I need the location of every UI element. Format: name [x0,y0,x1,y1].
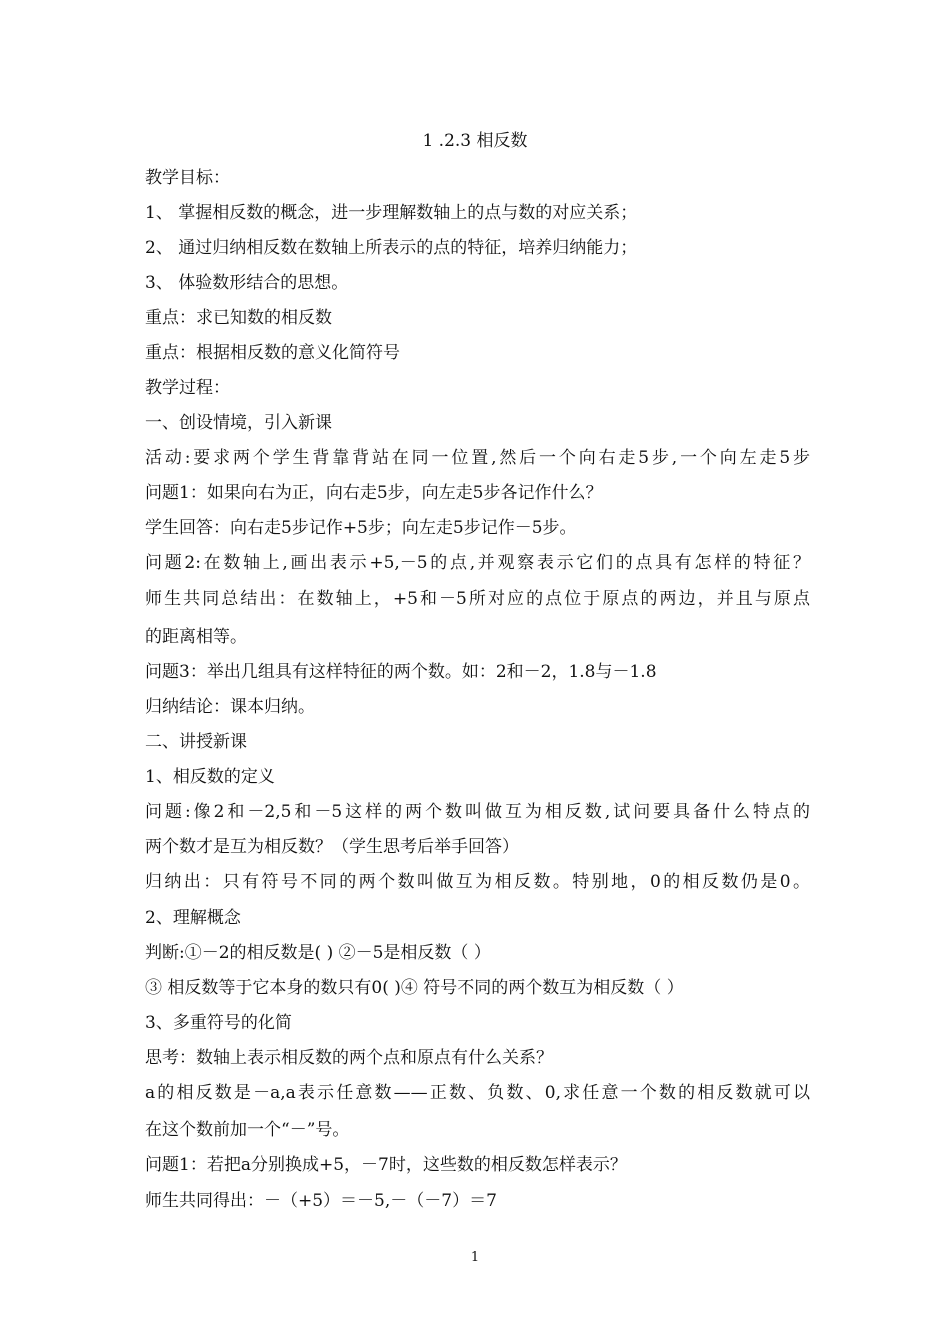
text-line: 师生共同得出：－（+5）＝－5,－（－7）＝7 [145,1191,497,1211]
text-line: 师生共同总结出：在数轴上，+5和－5所对应的点位于原点的两边，并且与原点 [145,589,810,609]
text-line: 一、创设情境，引入新课 [145,413,332,433]
text-line: 问题:像2和－2,5和－5这样的两个数叫做互为相反数,试问要具备什么特点的 [145,802,810,822]
text-line: 归纳结论：课本归纳。 [145,697,315,717]
text-line: 问题1：若把a分别换成+5，－7时，这些数的相反数怎样表示？ [145,1155,627,1175]
text-line: 3、 体验数形结合的思想。 [145,273,349,293]
text-line: 两个数才是互为相反数？（学生思考后举手回答） [145,837,519,857]
text-line: 在这个数前加一个“－”号。 [145,1120,350,1140]
section-heading: 二、讲授新课 [145,732,247,752]
text-line: 教学过程： [145,378,230,398]
text-line: 问题2:在数轴上,画出表示+5,－5的点,并观察表示它们的点具有怎样的特征？ [145,553,810,573]
subsection-heading: 2、理解概念 [145,908,241,928]
text-line: 归纳出：只有符号不同的两个数叫做互为相反数。特别地，0的相反数仍是0。 [145,872,810,892]
text-line: 活动:要求两个学生背靠背站在同一位置,然后一个向右走5步,一个向左走5步 [145,448,810,468]
subsection-heading: 1、相反数的定义 [145,767,275,787]
text-line: 问题1：如果向右为正，向右走5步，向左走5步各记作什么？ [145,483,603,503]
subsection-heading: 3、多重符号的化简 [145,1013,292,1033]
text-line: 问题3：举出几组具有这样特征的两个数。如：2和－2，1.8与－1.8 [145,662,657,682]
text-line: 2、 通过归纳相反数在数轴上所表示的点的特征，培养归纳能力； [145,238,638,258]
text-line: a的相反数是－a,a表示任意数——正数、负数、0,求任意一个数的相反数就可以 [145,1083,810,1103]
text-line: ③ 相反数等于它本身的数只有0( )④ 符号不同的两个数互为相反数（ ） [145,978,684,998]
document-title: 1 .2.3 相反数 [422,131,528,151]
text-line: 重点：求已知数的相反数 [145,308,332,328]
text-line: 的距离相等。 [145,627,247,647]
text-line: 重点：根据相反数的意义化简符号 [145,343,400,363]
text-line: 判断:①－2的相反数是( ) ②－5是相反数（ ） [145,943,491,963]
text-line: 1、 掌握相反数的概念，进一步理解数轴上的点与数的对应关系； [145,203,638,223]
page-number: 1 [470,1250,480,1265]
text-line: 思考：数轴上表示相反数的两个点和原点有什么关系？ [145,1048,553,1068]
text-line: 教学目标： [145,168,230,188]
text-line: 学生回答：向右走5步记作+5步；向左走5步记作－5步。 [145,518,577,538]
